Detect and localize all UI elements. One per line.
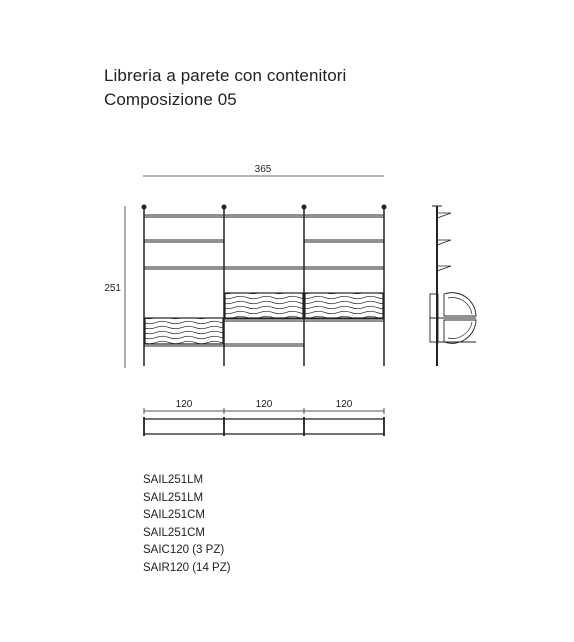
product-code: SAIL251LM [143, 474, 204, 486]
container-right [305, 293, 383, 318]
module-width-label-3: 120 [335, 399, 353, 410]
module-width-label-2: 120 [255, 399, 273, 410]
product-code: SAIR120 (14 PZ) [143, 561, 231, 574]
left-dimension [104, 206, 125, 368]
top-dimension [143, 164, 384, 176]
front-elevation [142, 205, 386, 366]
total-height-label: 251 [104, 283, 121, 294]
side-elevation [430, 206, 476, 366]
module-width-label-1: 120 [175, 399, 193, 410]
product-code: SAIL251LM [143, 491, 204, 504]
title-line-2: Composizione 05 [104, 90, 237, 109]
container-middle [225, 293, 303, 318]
product-code: SAIL251CM [143, 526, 206, 539]
total-width-label: 365 [254, 164, 272, 175]
container-left [145, 318, 223, 344]
title-line-1: Libreria a parete con contenitori [104, 66, 347, 85]
plan-view [144, 408, 384, 436]
product-code-list [143, 472, 231, 577]
product-code: SAIL251CM [143, 509, 206, 521]
product-code: SAIC120 (3 PZ) [143, 544, 225, 556]
